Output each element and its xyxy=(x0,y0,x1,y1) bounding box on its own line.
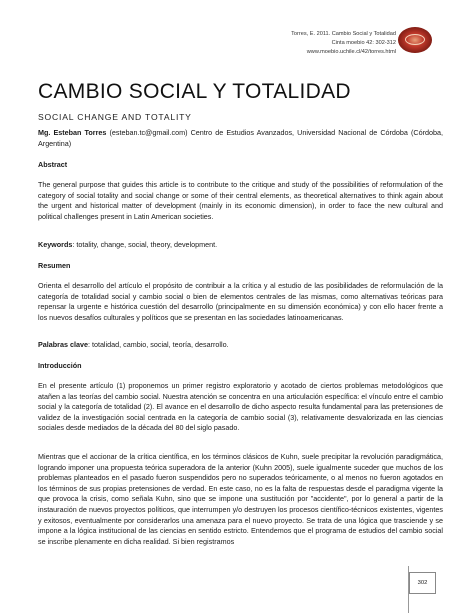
citation-line-1: Torres, E. 2011. Cambio Social y Totalidad xyxy=(291,31,396,37)
keywords-line xyxy=(38,240,443,251)
author-line xyxy=(38,128,443,149)
resumen-heading: Resumen xyxy=(38,261,71,270)
resumen-text: Orienta el desarrollo del artículo el propósito de contribuir a la crítica y al estudio de las posibilidades de reformulación de la categoría de totalidad social y cambio social o bien de elementos centrales de las mismas, como alternativas teóricas para repensar la urgente e histórica cuestión del desarrollo (principalmente en su dimensión económica) y con ello hacer frente a los nuevos desafíos culturales y políticos que se presentan en las sociedades latinoamericanas. xyxy=(38,281,443,322)
citation-header xyxy=(291,30,396,57)
intro-paragraph-1: En el presente artículo (1) proponemos un primer registro exploratorio y acotado de ciertos problemas metodológicos que atañen a las teorías del cambio social. Nuestra atención se concentra en una articulación específica: el vínculo entre el cambio social y la categoría de totalidad (2). El avance en el desarrollo de dicho aspecto resulta fundamental para las pretensiones de validez de la investigación social centrada en la categoría de cambio social (3), relativamente desvalorizada en las ciencias sociales desde mediados de la década del 80 del siglo pasado. xyxy=(38,381,443,433)
citation-line-3[interactable]: www.moebio.uchile.cl/42/torres.html xyxy=(306,49,396,55)
citation-line-2: Cinta moebio 42: 302-312 xyxy=(331,40,396,46)
palabras-clave-line xyxy=(38,340,443,351)
palabras-clave-label: Palabras clave xyxy=(38,340,88,349)
author-affiliation: (esteban.tc@gmail.com) Centro de Estudios Avanzados, Universidad Nacional de Córdoba (Córdoba, Argentina) xyxy=(38,128,443,148)
intro-paragraph-2: Mientras que el accionar de la crítica científica, en los términos clásicos de Kuhn, suele precipitar la revolución paradigmática, logrando imponer una propuesta teórica superadora de la anterior (Kuhn 2005), suele igualmente suceder que muchos de los problemas planteados en el pasado fueron suspendidos pero no superados teóricamente, o al menos no fueron agotados en los términos de sus propias pretensiones de verdad. En este caso, no es la falta de respuestas desde el paradigma vigente la que provoca la crisis, como señala Kuhn, sino que se impone una sustitución por "accidente", por lo general a partir de la instauración de nuevos proyectos políticos, que interrumpen y/o destruyen los procesos científico-técnicos existentes, vigentes y exitosos, eventualmente por considerarlos una amenaza para el nuevo proyecto. Se trata de una lógica que trasciende y se impone a la lógica institucional de las ciencias en sentido estricto. Entendemos que el programa de estudios del cambio social se inscribe plenamente en dicha realidad. Si bien registramos xyxy=(38,452,443,546)
abstract-heading: Abstract xyxy=(38,160,68,169)
page-number: 302 xyxy=(409,572,436,594)
journal-seal-logo-icon xyxy=(398,27,432,53)
abstract-text: The general purpose that guides this article is to contribute to the critique and study of the possibilities of reformulation of the category of social totality and social change or some of their central elements, as theoretical alternatives to think again about the urgent and historical matter of development (mainly in its economic dimension), in order to face the new cultural and political challenges present in Latin American societies. xyxy=(38,180,443,221)
article-subtitle: SOCIAL CHANGE AND TOTALITY xyxy=(38,112,192,122)
keywords-label: Keywords xyxy=(38,240,73,249)
introduccion-heading: Introducción xyxy=(38,361,82,370)
keywords-text: : totality, change, social, theory, development. xyxy=(72,240,218,249)
author-name: Mg. Esteban Torres xyxy=(38,128,107,137)
palabras-clave-text: : totalidad, cambio, social, teoría, desarrollo. xyxy=(87,340,229,349)
article-title: CAMBIO SOCIAL Y TOTALIDAD xyxy=(38,80,351,103)
